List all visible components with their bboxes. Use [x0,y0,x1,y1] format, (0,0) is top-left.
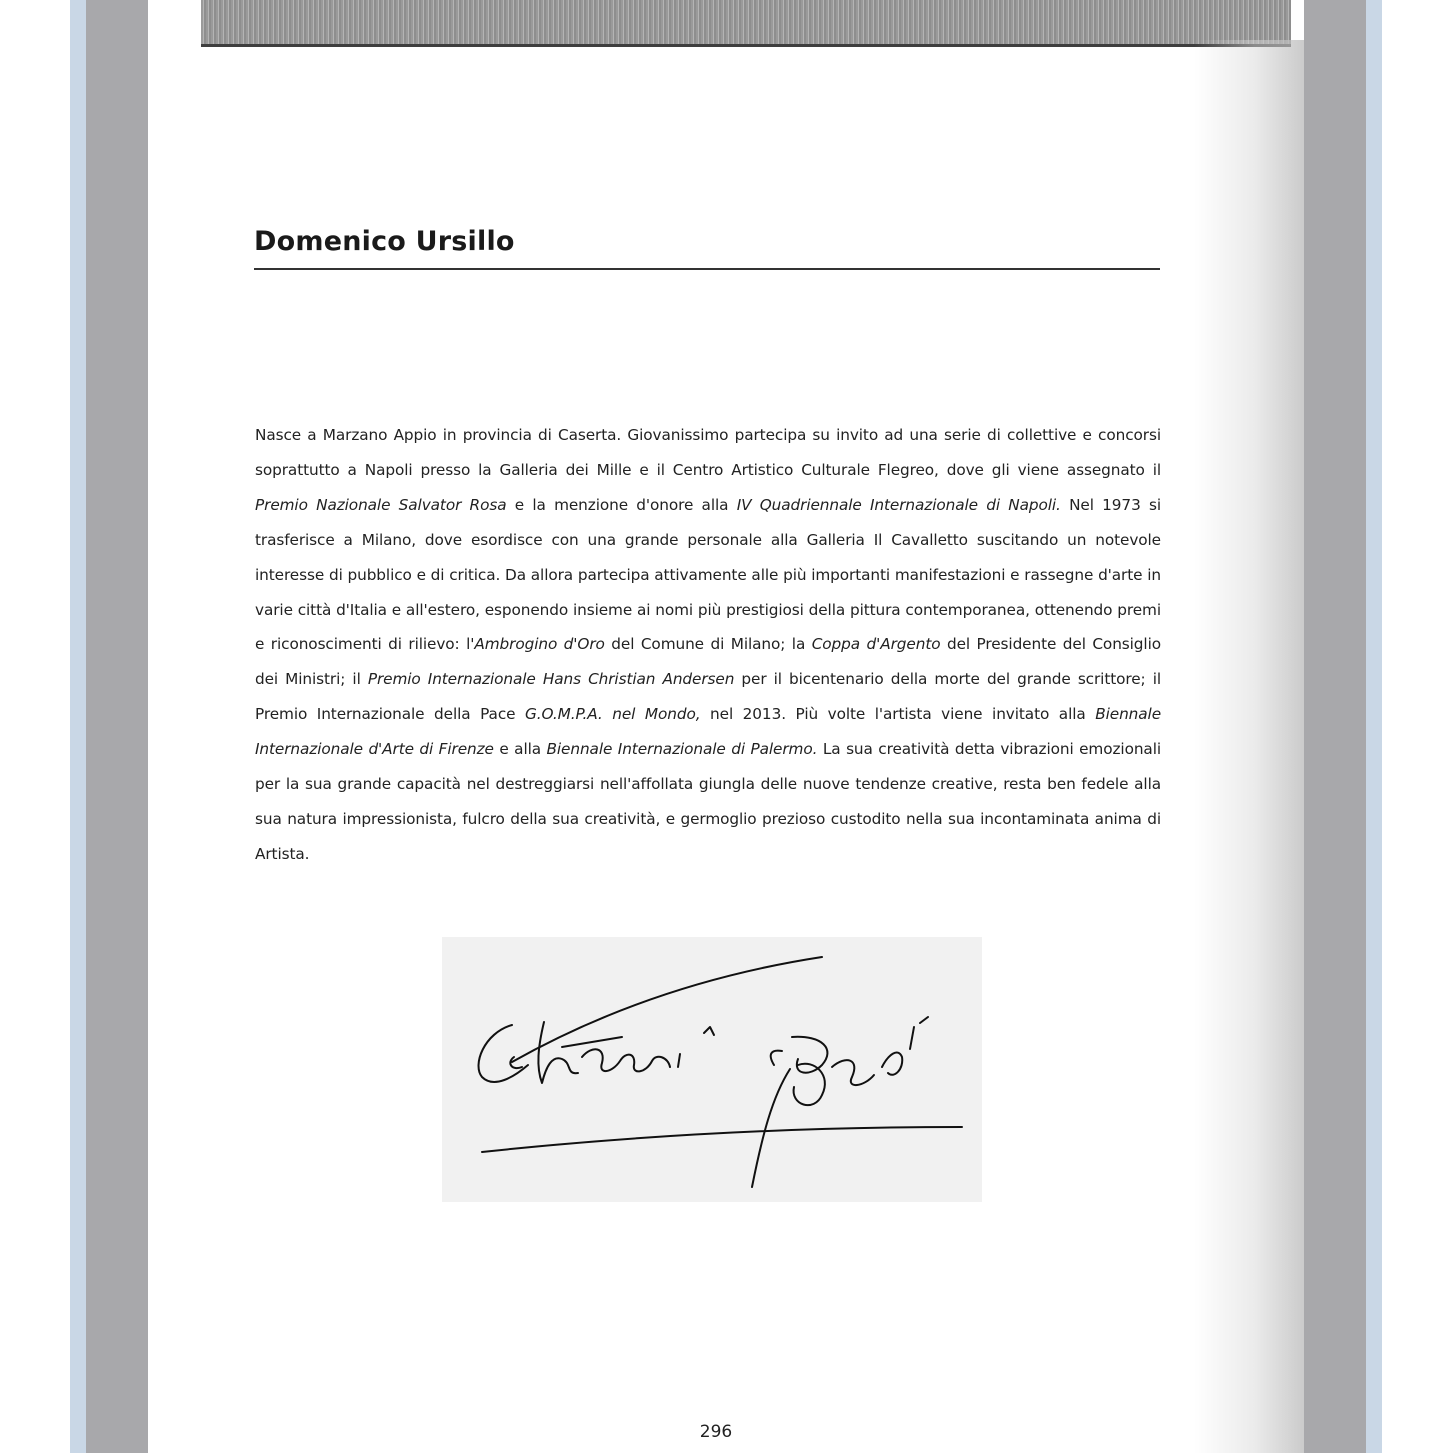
bio-italic-run: Premio Internazionale Hans Christian Andersen [367,670,735,689]
signature-image [442,937,982,1202]
bio-italic-run: G.O.M.P.A. nel Mondo, [525,705,701,724]
bio-italic-run: Biennale Internazionale di Palermo. [546,740,818,759]
scan-edge-shadow [1194,40,1304,1453]
bio-italic-run: IV Quadriennale Internazionale di Napoli. [736,495,1061,514]
biography-paragraph [255,418,1161,872]
page-title: Domenico Ursillo [254,226,515,257]
bio-text-run: per il bicentenario della morte del grande scrittore; il Premio Internazionale della Pace [255,670,1162,724]
bio-text-run: e la menzione d'onore alla [506,495,737,514]
bio-text-run: e alla [493,740,547,759]
bio-text-run: del Comune di Milano; la [604,635,812,654]
bio-text-run: del Presidente del Consiglio dei Ministri; il [255,635,1161,689]
page-number: 296 [699,1422,733,1442]
title-divider [254,268,1160,270]
bio-text-run: Nel 1973 si trasferisce a Milano, dove esordisce con una grande personale alla Galleria Il Cavalletto suscitando un notevole interesse di pubblico e di critica. Da allora partecipa attivamente alle più importanti manifestazioni e rassegne d'arte in varie città d'Italia e all'estero, esponendo insieme ai nomi più prestigiosi della pittura contemporanea, ottenendo premi e riconoscimenti di rilievo: l' [255,495,1161,654]
bio-text-run: Nasce a Marzano Appio in provincia di Caserta. Giovanissimo partecipa su invito ad una serie di collettive e concorsi soprattutto a Napoli presso la Galleria dei Mille e il Centro Artistico Culturale Flegreo, dove gli viene assegnato il [255,426,1161,479]
bio-text-run: La sua creatività detta vibrazioni emozionali per la sua grande capacità nel destreggiarsi nell'affollata giungla delle nuove tendenze creative, resta ben fedele alla sua natura impressionista, fulcro della sua creatività, e germoglio prezioso custodito nella sua incontaminata anima di Artista. [255,740,1161,863]
scan-top-band [201,0,1291,47]
bio-italic-run: Biennale Internazionale d'Arte di Firenze [255,705,1161,759]
document-page [148,0,1304,1453]
signature-icon [442,937,982,1202]
bio-italic-run: Ambrogino d'Oro [474,635,605,654]
bio-text-run: nel 2013. Più volte l'artista viene invitato alla [700,705,1096,724]
bio-italic-run: Premio Nazionale Salvator Rosa [255,495,507,514]
bio-italic-run: Coppa d'Argento [811,635,941,654]
